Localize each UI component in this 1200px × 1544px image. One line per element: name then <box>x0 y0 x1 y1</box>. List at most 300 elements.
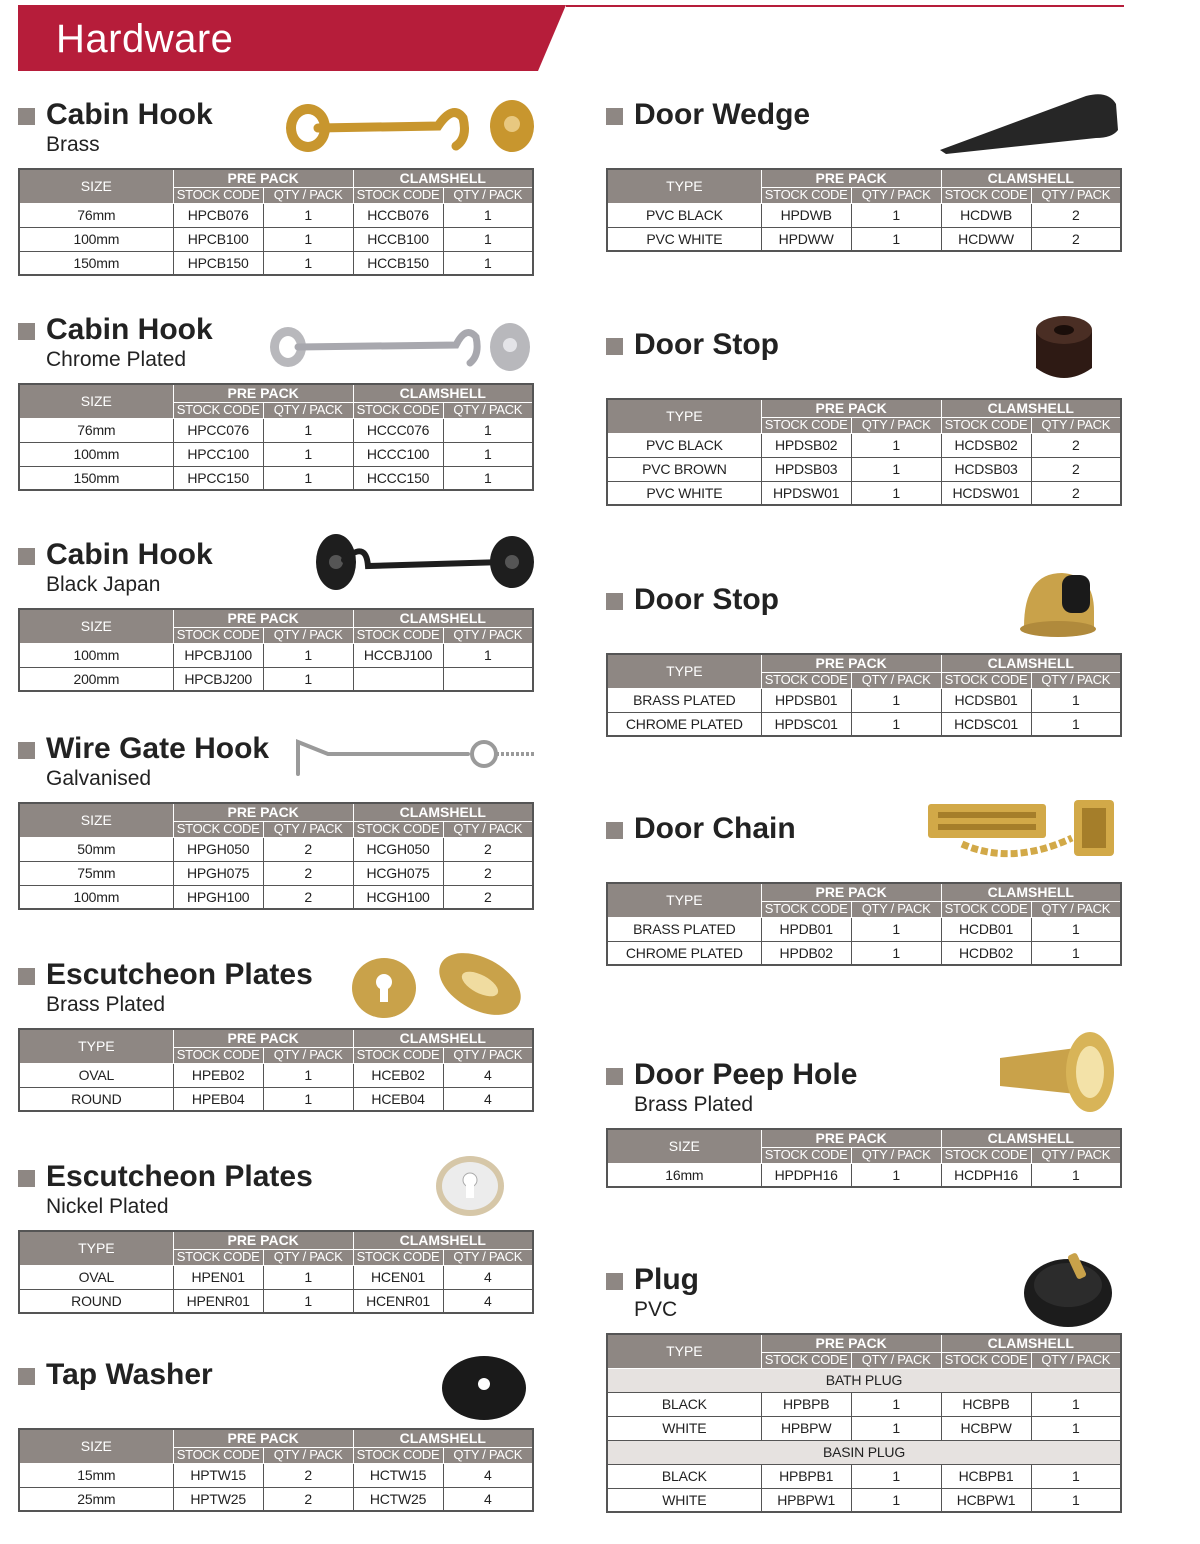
pre-pack-header: PRE PACK <box>761 1334 941 1352</box>
table-cell: 1 <box>263 1063 353 1087</box>
table-row <box>607 433 1121 457</box>
table-row <box>19 1063 533 1087</box>
table-cell: 1 <box>263 418 353 442</box>
pre-pack-header: PRE PACK <box>173 1429 353 1447</box>
table-row <box>19 667 533 691</box>
stock-code-header: STOCK CODE <box>173 821 263 837</box>
section-plug <box>606 1263 1122 1508</box>
table-row <box>19 418 533 442</box>
table-cell: 1 <box>851 433 941 457</box>
section-door-chain <box>606 812 1122 961</box>
table-cell: 2 <box>1031 457 1121 481</box>
table-cell: 4 <box>443 1463 533 1487</box>
table-cell: HCCC150 <box>353 466 443 490</box>
table-cell: 2 <box>263 837 353 861</box>
clamshell-header: CLAMSHELL <box>353 609 533 627</box>
pre-pack-header: PRE PACK <box>761 169 941 187</box>
product-title: Door Stop <box>634 328 779 361</box>
table-cell: 4 <box>443 1087 533 1111</box>
qty-pack-header: QTY / PACK <box>851 1147 941 1163</box>
table-row <box>607 227 1121 251</box>
table-cell: HCCB150 <box>353 251 443 275</box>
wire-gate-hook-image <box>288 734 536 782</box>
spec-table <box>606 653 1122 737</box>
qty-pack-header: QTY / PACK <box>263 187 353 203</box>
table-cell: HCCB100 <box>353 227 443 251</box>
clamshell-header: CLAMSHELL <box>353 1231 533 1249</box>
table-band-row <box>607 1440 1121 1464</box>
section-door-stop-pvc <box>606 328 1122 501</box>
brass-door-stop-image <box>1018 565 1098 645</box>
qty-pack-header: QTY / PACK <box>443 1249 533 1265</box>
section-door-stop-brass <box>606 583 1122 732</box>
table-cell: 76mm <box>19 203 173 227</box>
table-cell: HPDB02 <box>761 941 851 965</box>
table-cell: 1 <box>1031 688 1121 712</box>
stock-code-header: STOCK CODE <box>941 672 1031 688</box>
table-cell: HCCBJ100 <box>353 643 443 667</box>
table-cell: HPDPH16 <box>761 1163 851 1187</box>
table-cell: HCENR01 <box>353 1289 443 1313</box>
table-cell: HPCB076 <box>173 203 263 227</box>
table-cell: HCDSB01 <box>941 688 1031 712</box>
table-cell: CHROME PLATED <box>607 941 761 965</box>
table-cell: 1 <box>263 1289 353 1313</box>
table-cell: HPBPW1 <box>761 1488 851 1512</box>
table-row <box>19 1487 533 1511</box>
stock-code-header: STOCK CODE <box>941 1352 1031 1368</box>
table-cell: 1 <box>443 442 533 466</box>
table-cell: HCBPB1 <box>941 1464 1031 1488</box>
first-column-header: SIZE <box>19 609 173 643</box>
section-tap-washer <box>18 1358 534 1507</box>
table-cell: 1 <box>263 251 353 275</box>
table-cell: CHROME PLATED <box>607 712 761 736</box>
bullet-square <box>18 323 35 340</box>
table-row <box>19 227 533 251</box>
table-cell: 1 <box>851 457 941 481</box>
bullet-square <box>606 108 623 125</box>
table-cell: HPCC076 <box>173 418 263 442</box>
first-column-header: SIZE <box>19 169 173 203</box>
stock-code-header: STOCK CODE <box>761 901 851 917</box>
table-cell: HPDSB03 <box>761 457 851 481</box>
spec-table <box>18 1428 534 1512</box>
pre-pack-header: PRE PACK <box>173 1029 353 1047</box>
table-row <box>19 203 533 227</box>
pvc-door-stop-image <box>1028 308 1100 388</box>
table-cell: BLACK <box>607 1392 761 1416</box>
table-cell: HCEN01 <box>353 1265 443 1289</box>
table-cell: 2 <box>443 837 533 861</box>
stock-code-header: STOCK CODE <box>941 1147 1031 1163</box>
qty-pack-header: QTY / PACK <box>443 821 533 837</box>
first-column-header: TYPE <box>607 654 761 688</box>
table-cell: HCDSB03 <box>941 457 1031 481</box>
stock-code-header: STOCK CODE <box>353 627 443 643</box>
stock-code-header: STOCK CODE <box>173 187 263 203</box>
pre-pack-header: PRE PACK <box>761 654 941 672</box>
table-cell: HPGH100 <box>173 885 263 909</box>
table-cell: OVAL <box>19 1265 173 1289</box>
clamshell-header: CLAMSHELL <box>941 1334 1121 1352</box>
table-cell: 2 <box>1031 227 1121 251</box>
first-column-header: TYPE <box>607 883 761 917</box>
product-subtitle: PVC <box>634 1298 678 1321</box>
stock-code-header: STOCK CODE <box>761 187 851 203</box>
product-subtitle: Nickel Plated <box>46 1195 169 1218</box>
table-cell: 4 <box>443 1063 533 1087</box>
table-cell: HCCC076 <box>353 418 443 442</box>
table-cell: ROUND <box>19 1289 173 1313</box>
table-cell: HPBPB <box>761 1392 851 1416</box>
table-cell: 1 <box>263 442 353 466</box>
table-cell: 100mm <box>19 643 173 667</box>
stock-code-header: STOCK CODE <box>353 402 443 418</box>
table-cell: 2 <box>443 861 533 885</box>
table-cell: BLACK <box>607 1464 761 1488</box>
section-escutcheon-nickel <box>18 1160 534 1309</box>
table-cell: 1 <box>1031 1163 1121 1187</box>
spec-table <box>606 398 1122 506</box>
product-title: Wire Gate Hook <box>46 732 270 765</box>
qty-pack-header: QTY / PACK <box>263 627 353 643</box>
table-row <box>607 917 1121 941</box>
spec-table <box>18 608 534 692</box>
band-label: BATH PLUG <box>607 1368 1121 1392</box>
table-row <box>19 251 533 275</box>
product-title: Tap Washer <box>46 1358 213 1391</box>
qty-pack-header: QTY / PACK <box>443 402 533 418</box>
door-chain-image <box>922 798 1122 870</box>
table-cell: HPDB01 <box>761 917 851 941</box>
band-label: BASIN PLUG <box>607 1440 1121 1464</box>
table-cell: 1 <box>1031 1488 1121 1512</box>
qty-pack-header: QTY / PACK <box>263 1047 353 1063</box>
qty-pack-header: QTY / PACK <box>851 187 941 203</box>
table-cell: 1 <box>851 917 941 941</box>
table-row <box>19 1289 533 1313</box>
table-cell: WHITE <box>607 1416 761 1440</box>
table-cell: HCGH100 <box>353 885 443 909</box>
product-subtitle: Galvanised <box>46 767 152 790</box>
qty-pack-header: QTY / PACK <box>263 1447 353 1463</box>
table-cell: HPEB04 <box>173 1087 263 1111</box>
stock-code-header: STOCK CODE <box>353 187 443 203</box>
stock-code-header: STOCK CODE <box>173 402 263 418</box>
table-row <box>19 1265 533 1289</box>
table-cell: 1 <box>263 667 353 691</box>
table-row <box>607 1464 1121 1488</box>
table-cell: HPDWB <box>761 203 851 227</box>
table-cell: 1 <box>851 688 941 712</box>
stock-code-header: STOCK CODE <box>761 1352 851 1368</box>
spec-table <box>18 1230 534 1314</box>
table-cell: 2 <box>1031 433 1121 457</box>
table-cell: 2 <box>1031 203 1121 227</box>
clamshell-header: CLAMSHELL <box>941 169 1121 187</box>
table-cell: 1 <box>851 712 941 736</box>
table-cell: 1 <box>263 466 353 490</box>
stock-code-header: STOCK CODE <box>353 1249 443 1265</box>
qty-pack-header: QTY / PACK <box>443 627 533 643</box>
table-cell: PVC BLACK <box>607 203 761 227</box>
spec-table <box>18 383 534 491</box>
clamshell-header: CLAMSHELL <box>941 654 1121 672</box>
first-column-header: SIZE <box>19 1429 173 1463</box>
stock-code-header: STOCK CODE <box>353 821 443 837</box>
qty-pack-header: QTY / PACK <box>263 1249 353 1265</box>
first-column-header: TYPE <box>607 399 761 433</box>
spec-table <box>18 802 534 910</box>
table-cell: 1 <box>1031 1392 1121 1416</box>
table-cell: HPDSB01 <box>761 688 851 712</box>
table-cell: 1 <box>263 1087 353 1111</box>
qty-pack-header: QTY / PACK <box>1031 187 1121 203</box>
product-subtitle: Brass Plated <box>46 993 166 1016</box>
first-column-header: TYPE <box>19 1231 173 1265</box>
bullet-square <box>606 338 623 355</box>
product-title: Escutcheon Plates <box>46 958 313 991</box>
table-cell: HPDSW01 <box>761 481 851 505</box>
table-cell: 1 <box>851 1416 941 1440</box>
table-cell: 4 <box>443 1289 533 1313</box>
section-wire-gate-hook <box>18 732 534 905</box>
table-row <box>19 1463 533 1487</box>
table-row <box>607 1392 1121 1416</box>
section-door-peep-hole <box>606 1058 1122 1183</box>
bullet-square <box>606 822 623 839</box>
table-cell: 1 <box>443 466 533 490</box>
table-cell: BRASS PLATED <box>607 917 761 941</box>
table-cell: HPCB100 <box>173 227 263 251</box>
pre-pack-header: PRE PACK <box>173 1231 353 1249</box>
qty-pack-header: QTY / PACK <box>263 402 353 418</box>
table-cell: PVC WHITE <box>607 481 761 505</box>
spec-table <box>606 1333 1122 1513</box>
table-cell: 2 <box>263 861 353 885</box>
page-title: Hardware <box>56 17 234 61</box>
product-title: Cabin Hook <box>46 98 213 131</box>
table-cell: 100mm <box>19 885 173 909</box>
stock-code-header: STOCK CODE <box>761 672 851 688</box>
table-row <box>607 1488 1121 1512</box>
table-cell <box>443 667 533 691</box>
table-cell: OVAL <box>19 1063 173 1087</box>
section-cabin-hook-chrome <box>18 313 534 486</box>
product-title: Cabin Hook <box>46 538 213 571</box>
qty-pack-header: QTY / PACK <box>851 901 941 917</box>
table-cell: HPCBJ100 <box>173 643 263 667</box>
qty-pack-header: QTY / PACK <box>851 417 941 433</box>
table-cell: HPCB150 <box>173 251 263 275</box>
table-cell: 75mm <box>19 861 173 885</box>
section-escutcheon-brass <box>18 958 534 1107</box>
table-cell: HPEN01 <box>173 1265 263 1289</box>
table-cell: HCDSC01 <box>941 712 1031 736</box>
door-peep-hole-image <box>996 1028 1122 1120</box>
table-row <box>19 442 533 466</box>
table-cell: PVC BLACK <box>607 433 761 457</box>
bullet-square <box>18 1170 35 1187</box>
table-cell: HCDB01 <box>941 917 1031 941</box>
clamshell-header: CLAMSHELL <box>353 803 533 821</box>
clamshell-header: CLAMSHELL <box>353 1429 533 1447</box>
table-cell: HCEB02 <box>353 1063 443 1087</box>
table-row <box>19 885 533 909</box>
table-cell: 1 <box>851 1392 941 1416</box>
table-cell: ROUND <box>19 1087 173 1111</box>
bullet-square <box>18 548 35 565</box>
first-column-header: SIZE <box>19 803 173 837</box>
table-row <box>607 941 1121 965</box>
clamshell-header: CLAMSHELL <box>941 399 1121 417</box>
pre-pack-header: PRE PACK <box>761 1129 941 1147</box>
clamshell-header: CLAMSHELL <box>353 384 533 402</box>
qty-pack-header: QTY / PACK <box>1031 417 1121 433</box>
table-cell: HPBPW <box>761 1416 851 1440</box>
clamshell-header: CLAMSHELL <box>941 1129 1121 1147</box>
table-cell: HCTW15 <box>353 1463 443 1487</box>
table-band-row <box>607 1368 1121 1392</box>
table-cell: 1 <box>851 1464 941 1488</box>
table-cell: 1 <box>443 203 533 227</box>
section-door-wedge <box>606 98 1122 247</box>
product-title: Cabin Hook <box>46 313 213 346</box>
table-cell: 1 <box>263 227 353 251</box>
table-cell: HPGH050 <box>173 837 263 861</box>
table-row <box>607 203 1121 227</box>
spec-table <box>18 168 534 276</box>
qty-pack-header: QTY / PACK <box>443 1047 533 1063</box>
stock-code-header: STOCK CODE <box>941 187 1031 203</box>
table-cell: HPBPB1 <box>761 1464 851 1488</box>
table-cell: PVC BROWN <box>607 457 761 481</box>
clamshell-header: CLAMSHELL <box>353 1029 533 1047</box>
first-column-header: SIZE <box>607 1129 761 1163</box>
table-cell: HCDB02 <box>941 941 1031 965</box>
stock-code-header: STOCK CODE <box>173 1447 263 1463</box>
table-cell: HCCC100 <box>353 442 443 466</box>
stock-code-header: STOCK CODE <box>173 627 263 643</box>
table-cell: HPDWW <box>761 227 851 251</box>
table-cell: HCDSB02 <box>941 433 1031 457</box>
section-cabin-hook-brass <box>18 98 534 271</box>
table-row <box>19 466 533 490</box>
table-cell: 1 <box>443 251 533 275</box>
table-cell: 1 <box>1031 1464 1121 1488</box>
spec-table <box>606 168 1122 252</box>
table-row <box>19 861 533 885</box>
pre-pack-header: PRE PACK <box>761 399 941 417</box>
stock-code-header: STOCK CODE <box>761 1147 851 1163</box>
table-cell: HCCB076 <box>353 203 443 227</box>
qty-pack-header: QTY / PACK <box>443 1447 533 1463</box>
table-cell: HCDWW <box>941 227 1031 251</box>
qty-pack-header: QTY / PACK <box>263 821 353 837</box>
spec-table <box>606 1128 1122 1188</box>
pre-pack-header: PRE PACK <box>173 169 353 187</box>
qty-pack-header: QTY / PACK <box>851 1352 941 1368</box>
table-cell: 1 <box>263 1265 353 1289</box>
table-cell: 1 <box>851 941 941 965</box>
clamshell-header: CLAMSHELL <box>353 169 533 187</box>
table-row <box>19 1087 533 1111</box>
table-cell: HCDSW01 <box>941 481 1031 505</box>
table-cell: HCDWB <box>941 203 1031 227</box>
table-cell: HPTW15 <box>173 1463 263 1487</box>
table-row <box>607 688 1121 712</box>
product-title: Plug <box>634 1263 699 1296</box>
bullet-square <box>18 742 35 759</box>
table-cell: 100mm <box>19 227 173 251</box>
table-cell: HCDPH16 <box>941 1163 1031 1187</box>
pre-pack-header: PRE PACK <box>173 609 353 627</box>
stock-code-header: STOCK CODE <box>941 901 1031 917</box>
table-cell: HPGH075 <box>173 861 263 885</box>
table-row <box>607 1416 1121 1440</box>
table-cell: 1 <box>851 227 941 251</box>
first-column-header: TYPE <box>19 1029 173 1063</box>
first-column-header: TYPE <box>607 169 761 203</box>
brass-cabin-hook-image <box>278 98 536 164</box>
table-cell: 4 <box>443 1487 533 1511</box>
product-title: Escutcheon Plates <box>46 1160 313 1193</box>
table-cell: 1 <box>1031 1416 1121 1440</box>
pre-pack-header: PRE PACK <box>173 803 353 821</box>
table-cell: 2 <box>263 1487 353 1511</box>
table-cell <box>353 667 443 691</box>
table-cell: 16mm <box>607 1163 761 1187</box>
table-cell: 1 <box>443 643 533 667</box>
tap-washer-image <box>438 1354 530 1422</box>
stock-code-header: STOCK CODE <box>941 417 1031 433</box>
table-cell: HPEB02 <box>173 1063 263 1087</box>
bullet-square <box>18 1368 35 1385</box>
table-cell: HPENR01 <box>173 1289 263 1313</box>
black-cabin-hook-image <box>314 530 536 600</box>
table-cell: 1 <box>443 227 533 251</box>
pre-pack-header: PRE PACK <box>173 384 353 402</box>
table-cell: HCGH050 <box>353 837 443 861</box>
spec-table <box>18 1028 534 1112</box>
first-column-header: TYPE <box>607 1334 761 1368</box>
pre-pack-header: PRE PACK <box>761 883 941 901</box>
table-cell: 50mm <box>19 837 173 861</box>
qty-pack-header: QTY / PACK <box>1031 901 1121 917</box>
table-cell: 15mm <box>19 1463 173 1487</box>
table-cell: HCBPW <box>941 1416 1031 1440</box>
section-cabin-hook-black <box>18 538 534 687</box>
table-cell: 4 <box>443 1265 533 1289</box>
qty-pack-header: QTY / PACK <box>443 187 533 203</box>
table-row <box>607 712 1121 736</box>
table-cell: 2 <box>263 885 353 909</box>
table-row <box>607 457 1121 481</box>
page-banner <box>18 5 1124 71</box>
qty-pack-header: QTY / PACK <box>851 672 941 688</box>
table-cell: 1 <box>263 203 353 227</box>
table-cell: 150mm <box>19 251 173 275</box>
product-subtitle: Brass Plated <box>634 1093 754 1116</box>
table-cell: 150mm <box>19 466 173 490</box>
table-row <box>19 643 533 667</box>
qty-pack-header: QTY / PACK <box>1031 1147 1121 1163</box>
table-cell: BRASS PLATED <box>607 688 761 712</box>
table-cell: 1 <box>1031 712 1121 736</box>
table-cell: 200mm <box>19 667 173 691</box>
clamshell-header: CLAMSHELL <box>941 883 1121 901</box>
